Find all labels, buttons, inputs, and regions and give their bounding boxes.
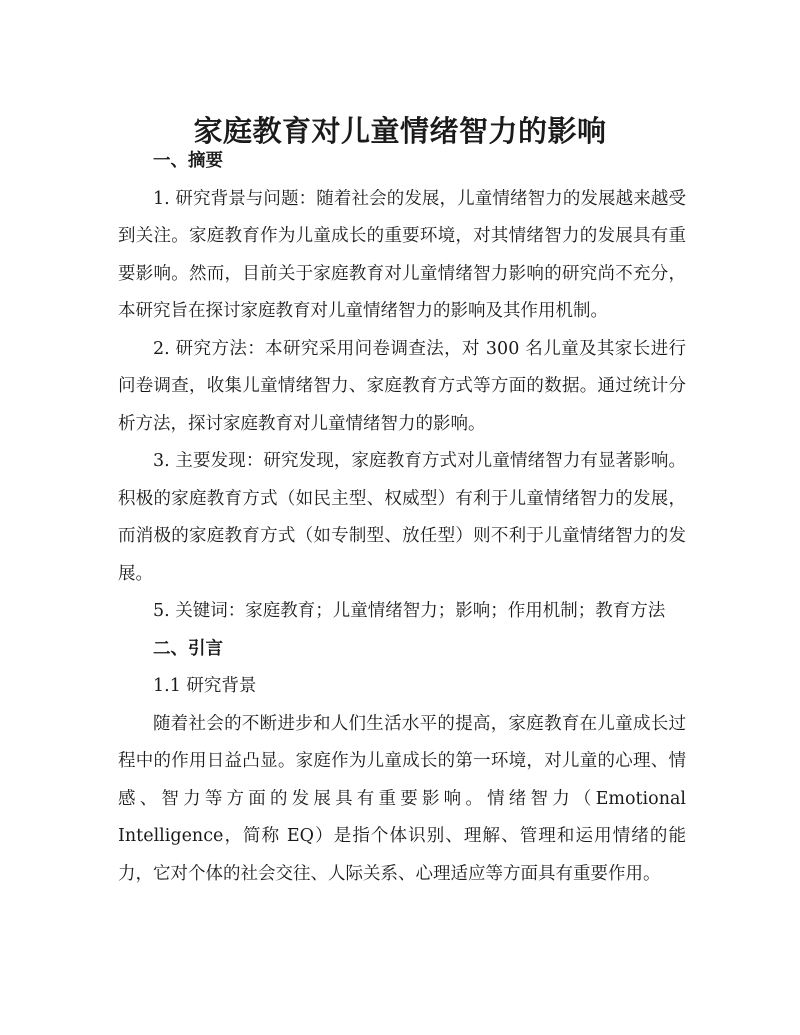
section-heading-abstract: 一、摘要 xyxy=(153,151,223,171)
document-title: 家庭教育对儿童情绪智力的影响 xyxy=(193,114,607,149)
introduction-paragraph: 随着社会的不断进步和人们生活水平的提高，家庭教育在儿童成长过程中的作用日益凸显。家庭作为儿童成长的第一环境，对儿童的心理、情感、智力等方面的发展具有重要影响。情绪智力（Emotional Intelligence，简称 EQ）是指个体识别、理解、管理和运用情绪的能力，它对个体的社会交往、人际关系、心理适应等方面具有重要作用。 xyxy=(118,713,686,884)
section-heading-introduction: 二、引言 xyxy=(153,638,223,659)
abstract-paragraph-method: 2. 研究方法：本研究采用问卷调查法，对 300 名儿童及其家长进行问卷调查，收集儿童情绪智力、家庭教育方式等方面的数据。通过统计分析方法，探讨家庭教育对儿童情绪智力的影响。 xyxy=(118,338,686,434)
abstract-paragraph-background: 1. 研究背景与问题：随着社会的发展，儿童情绪智力的发展越来越受到关注。家庭教育作为儿童成长的重要环境，对其情绪智力的发展具有重要影响。然而，目前关于家庭教育对儿童情绪智力影响的研究尚不充分，本研究旨在探讨家庭教育对儿童情绪智力的影响及其作用机制。 xyxy=(118,188,686,321)
abstract-paragraph-keywords: 5. 关键词：家庭教育；儿童情绪智力；影响；作用机制；教育方法 xyxy=(153,601,666,621)
abstract-paragraph-findings: 3. 主要发现：研究发现，家庭教育方式对儿童情绪智力有显著影响。积极的家庭教育方式（如民主型、权威型）有利于儿童情绪智力的发展，而消极的家庭教育方式（如专制型、放任型）则不利于儿童情绪智力的发展。 xyxy=(118,451,686,584)
subsection-heading-background: 1.1 研究背景 xyxy=(153,676,257,696)
document-body xyxy=(118,143,686,893)
